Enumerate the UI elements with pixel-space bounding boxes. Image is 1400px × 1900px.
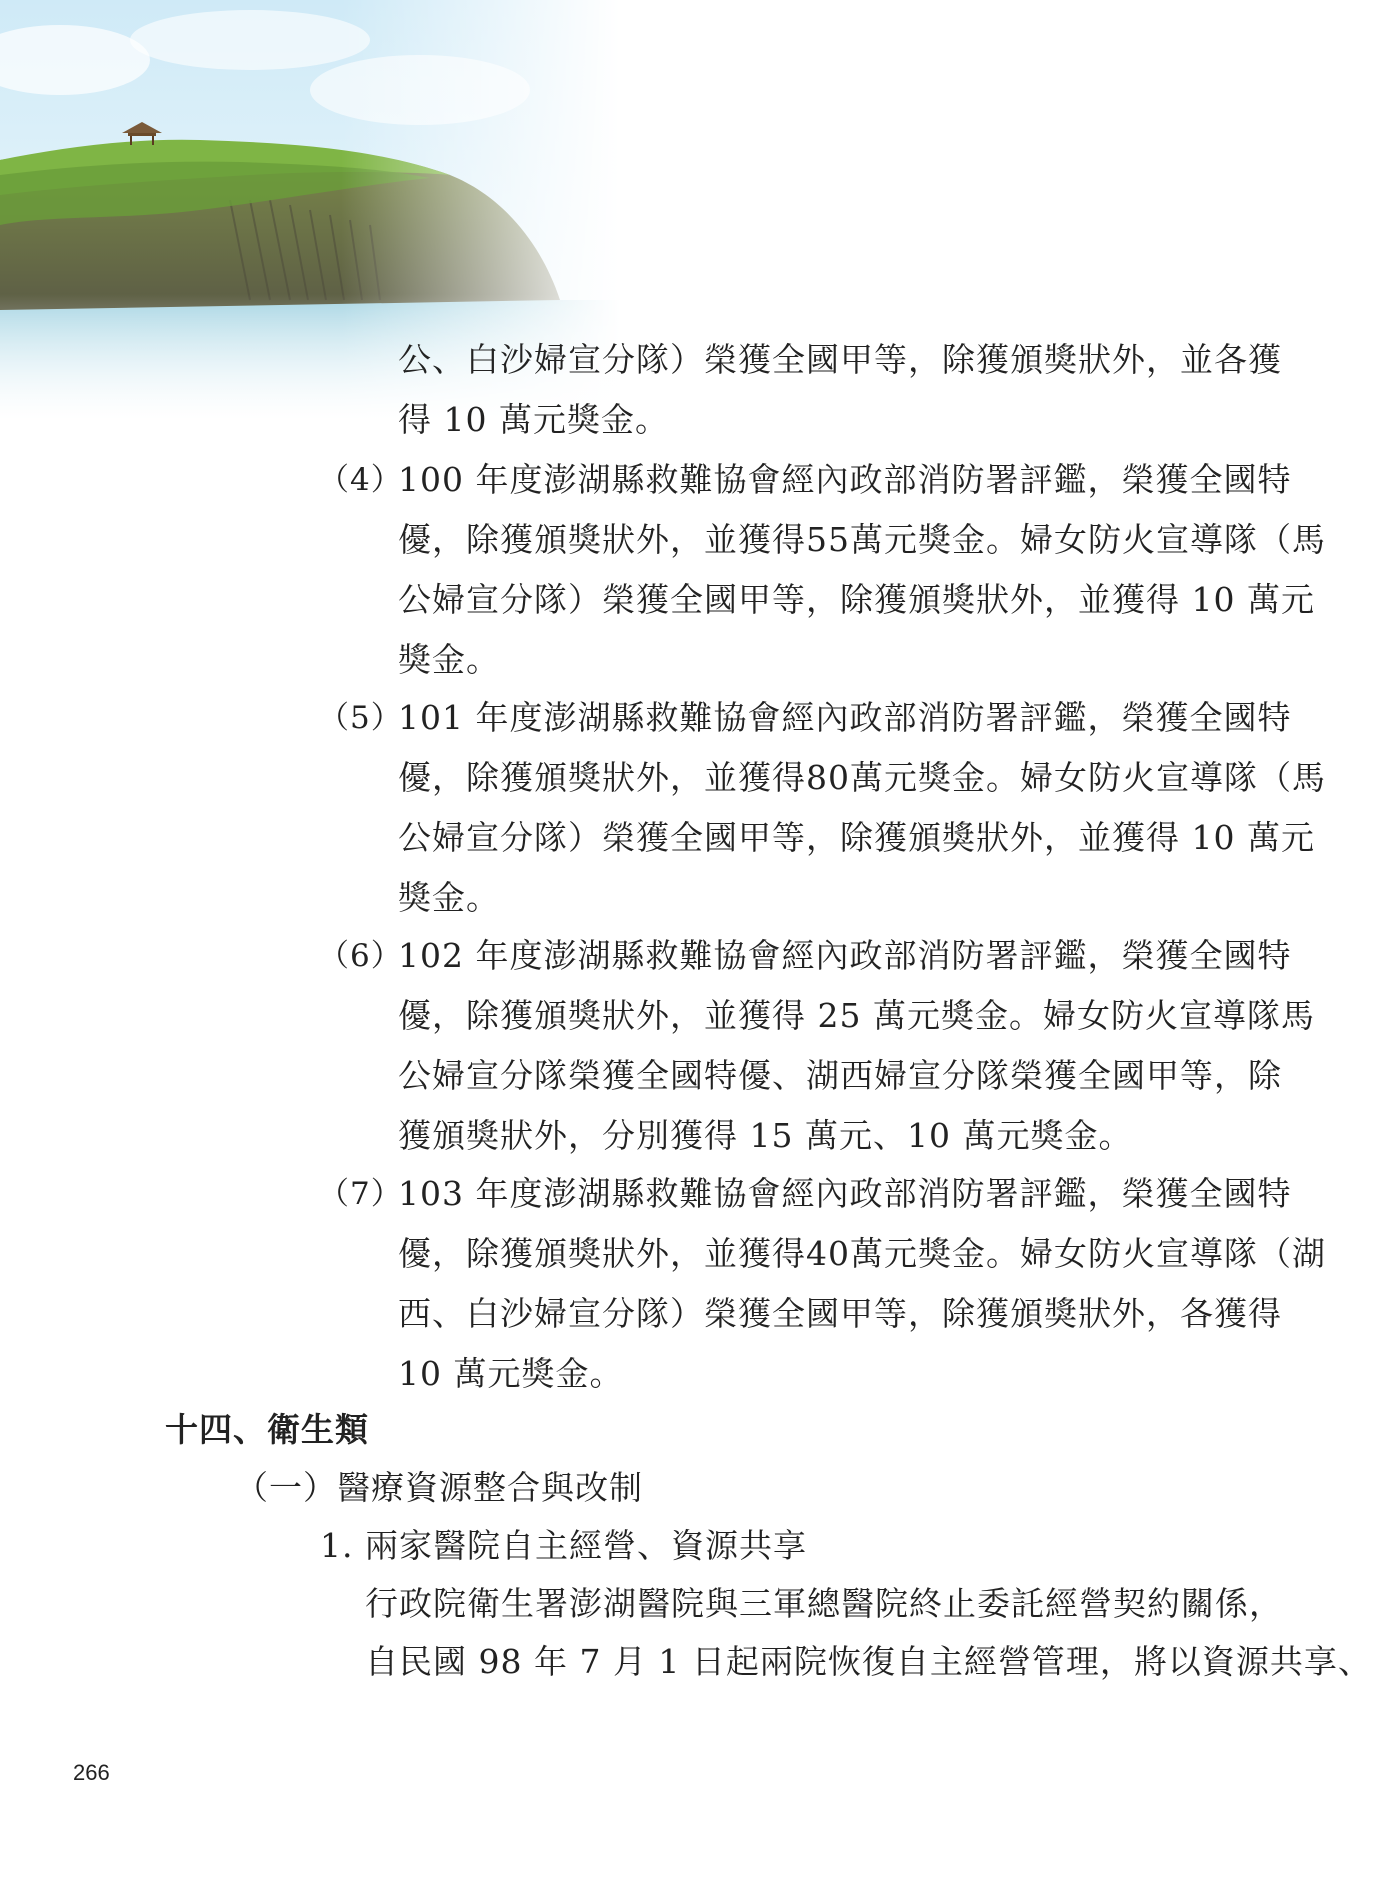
item-line: 獲頒獎狀外，分別獲得 15 萬元、10 萬元獎金。 [398,1116,1133,1155]
item-line: 100 年度澎湖縣救難協會經內政部消防署評鑑，榮獲全國特 [398,460,1292,499]
item-marker: （5） [318,700,403,736]
continued-line: 公、白沙婦宣分隊）榮獲全國甲等，除獲頒獎狀外，並各獲 [398,340,1282,379]
item-marker: （7） [318,1176,403,1212]
sub-item-heading: 1. 兩家醫院自主經營、資源共享 [320,1526,807,1565]
continued-line: 得 10 萬元獎金。 [398,400,669,439]
item-line: 公婦宣分隊）榮獲全國甲等，除獲頒獎狀外，並獲得 10 萬元 [398,818,1315,857]
item-marker: （4） [318,462,403,498]
item-line: 獎金。 [398,878,500,917]
item-line: 101 年度澎湖縣救難協會經內政部消防署評鑑，榮獲全國特 [398,698,1292,737]
paragraph-line: 自民國 98 年 7 月 1 日起兩院恢復自主經營管理，將以資源共享、 [365,1642,1372,1681]
item-line: 優，除獲頒獎狀外，並獲得80萬元獎金。婦女防火宣導隊（馬 [398,758,1326,797]
section-heading: 十四、衛生類 [165,1410,369,1449]
item-line: 103 年度澎湖縣救難協會經內政部消防署評鑑，榮獲全國特 [398,1174,1292,1213]
item-line: 102 年度澎湖縣救難協會經內政部消防署評鑑，榮獲全國特 [398,936,1292,975]
item-marker: （6） [318,938,403,974]
item-line: 獎金。 [398,640,500,679]
item-line: 西、白沙婦宣分隊）榮獲全國甲等，除獲頒獎狀外，各獲得 [398,1294,1282,1333]
item-line: 公婦宣分隊榮獲全國特優、湖西婦宣分隊榮獲全國甲等，除 [398,1056,1282,1095]
item-line: 優，除獲頒獎狀外，並獲得40萬元獎金。婦女防火宣導隊（湖 [398,1234,1326,1273]
item-line: 公婦宣分隊）榮獲全國甲等，除獲頒獎狀外，並獲得 10 萬元 [398,580,1315,619]
subsection-heading: （一）醫療資源整合與改制 [235,1468,643,1507]
paragraph-line: 行政院衛生署澎湖醫院與三軍總醫院終止委託經營契約關係， [365,1584,1283,1623]
item-line: 10 萬元獎金。 [398,1354,624,1393]
item-line: 優，除獲頒獎狀外，並獲得 25 萬元獎金。婦女防火宣導隊馬 [398,996,1315,1035]
page-number: 266 [73,1760,110,1785]
item-line: 優，除獲頒獎狀外，並獲得55萬元獎金。婦女防火宣導隊（馬 [398,520,1326,559]
